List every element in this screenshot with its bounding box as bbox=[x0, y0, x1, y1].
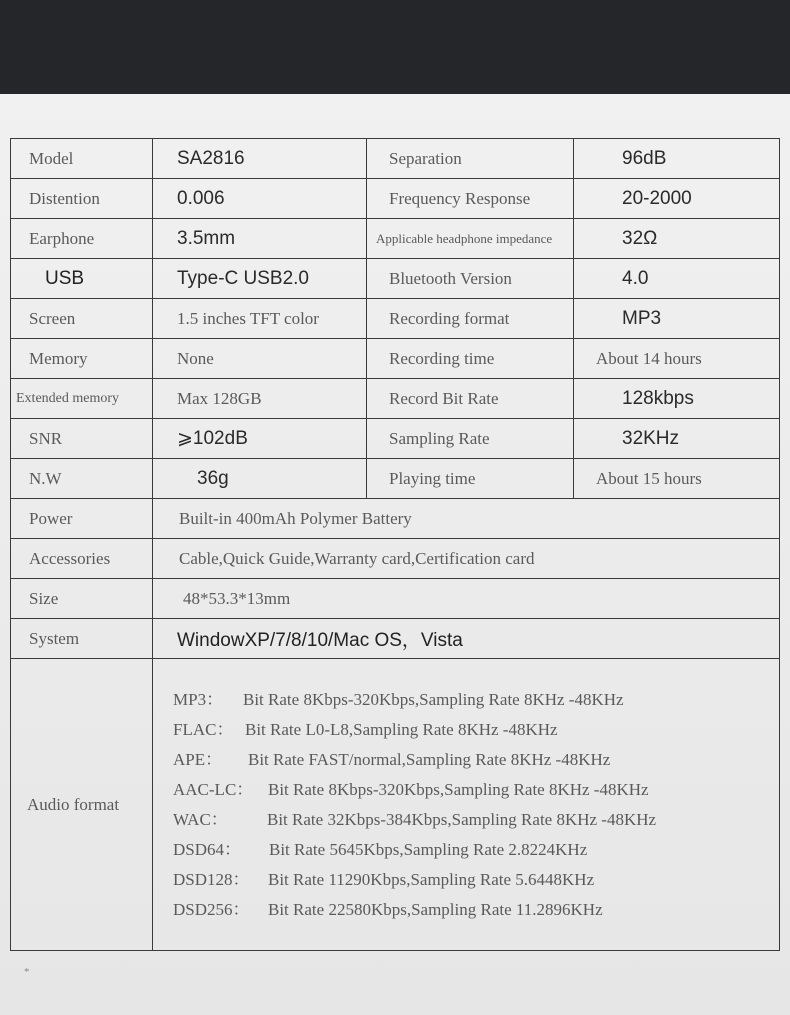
format-name: DSD64： bbox=[173, 839, 242, 859]
audio-format-cell bbox=[153, 659, 780, 951]
format-spec: Bit Rate 32Kbps-384Kbps,Sampling Rate 8KHz -48KHz bbox=[267, 809, 657, 829]
spec-value: 96dB bbox=[574, 139, 780, 179]
spec-value: Built-in 400mAh Polymer Battery bbox=[153, 499, 780, 539]
spec-row-usb bbox=[11, 259, 780, 299]
spec-row-snr bbox=[11, 419, 780, 459]
audio-format-list bbox=[153, 685, 779, 925]
spec-value: About 14 hours bbox=[574, 339, 780, 379]
format-spec: Bit Rate 11290Kbps,Sampling Rate 5.6448KHz bbox=[268, 869, 595, 889]
spec-label: Power bbox=[11, 499, 153, 539]
spec-row-audio-format bbox=[11, 659, 780, 951]
spec-row-distention bbox=[11, 179, 780, 219]
spec-value: ⩾102dB bbox=[153, 419, 367, 459]
spec-row-net-weight bbox=[11, 459, 780, 499]
spec-label: Record Bit Rate bbox=[367, 379, 574, 419]
spec-label: USB bbox=[11, 259, 153, 299]
audio-format-item bbox=[173, 865, 779, 895]
spec-label: Distention bbox=[11, 179, 153, 219]
spec-label: Recording time bbox=[367, 339, 574, 379]
format-spec: Bit Rate FAST/normal,Sampling Rate 8KHz -48KHz bbox=[248, 749, 611, 769]
format-name: DSD128： bbox=[173, 869, 250, 889]
audio-format-item bbox=[173, 715, 779, 745]
format-name: MP3： bbox=[173, 689, 224, 709]
format-name: DSD256： bbox=[173, 899, 250, 919]
top-banner bbox=[0, 0, 790, 94]
spec-row-screen bbox=[11, 299, 780, 339]
format-spec: Bit Rate 22580Kbps,Sampling Rate 11.2896KHz bbox=[268, 899, 603, 919]
spec-label: Applicable headphone impedance bbox=[367, 219, 574, 259]
spec-table bbox=[10, 138, 780, 951]
spec-value: Cable,Quick Guide,Warranty card,Certification card bbox=[153, 539, 780, 579]
audio-format-item bbox=[173, 775, 779, 805]
spec-row-system bbox=[11, 619, 780, 659]
format-spec: Bit Rate L0-L8,Sampling Rate 8KHz -48KHz bbox=[245, 719, 558, 739]
spec-row-power bbox=[11, 499, 780, 539]
spec-label: Accessories bbox=[11, 539, 153, 579]
spec-value: Max 128GB bbox=[153, 379, 367, 419]
audio-format-item bbox=[173, 895, 779, 925]
spec-label: Sampling Rate bbox=[367, 419, 574, 459]
audio-format-item bbox=[173, 805, 779, 835]
spec-label: Memory bbox=[11, 339, 153, 379]
spec-label: Playing time bbox=[367, 459, 574, 499]
spec-value: 32KHz bbox=[574, 419, 780, 459]
format-name: AAC-LC： bbox=[173, 779, 254, 799]
spec-label: SNR bbox=[11, 419, 153, 459]
footnote: * bbox=[24, 966, 30, 978]
spec-label: Bluetooth Version bbox=[367, 259, 574, 299]
spec-value: 1.5 inches TFT color bbox=[153, 299, 367, 339]
spec-row-memory bbox=[11, 339, 780, 379]
spec-value: 48*53.3*13mm bbox=[153, 579, 780, 619]
format-name: APE： bbox=[173, 749, 223, 769]
spec-value: 0.006 bbox=[153, 179, 367, 219]
spec-label: System bbox=[11, 619, 153, 659]
spec-row-extended-memory bbox=[11, 379, 780, 419]
spec-label: Earphone bbox=[11, 219, 153, 259]
spec-label: Separation bbox=[367, 139, 574, 179]
spec-row-size bbox=[11, 579, 780, 619]
spec-label: Size bbox=[11, 579, 153, 619]
spec-value: WindowXP/7/8/10/Mac OS，Vista bbox=[153, 619, 780, 659]
audio-format-item bbox=[173, 835, 779, 865]
spec-label: Frequency Response bbox=[367, 179, 574, 219]
spec-row-model bbox=[11, 139, 780, 179]
format-spec: Bit Rate 8Kbps-320Kbps,Sampling Rate 8KHz -48KHz bbox=[243, 689, 624, 709]
spec-label: Model bbox=[11, 139, 153, 179]
spec-value: About 15 hours bbox=[574, 459, 780, 499]
spec-label: Extended memory bbox=[11, 379, 153, 419]
spec-label: Screen bbox=[11, 299, 153, 339]
spec-row-accessories bbox=[11, 539, 780, 579]
format-name: FLAC： bbox=[173, 719, 234, 739]
spec-value: Type-C USB2.0 bbox=[153, 259, 367, 299]
spec-value: 36g bbox=[153, 459, 367, 499]
spec-label: Recording format bbox=[367, 299, 574, 339]
spec-value: 128kbps bbox=[574, 379, 780, 419]
spec-value: 20-2000 bbox=[574, 179, 780, 219]
spec-value: 3.5mm bbox=[153, 219, 367, 259]
audio-format-item bbox=[173, 745, 779, 775]
format-spec: Bit Rate 5645Kbps,Sampling Rate 2.8224KHz bbox=[269, 839, 588, 859]
spec-value: SA2816 bbox=[153, 139, 367, 179]
spec-label: Audio format bbox=[11, 659, 153, 951]
format-spec: Bit Rate 8Kbps-320Kbps,Sampling Rate 8KHz -48KHz bbox=[268, 779, 649, 799]
spec-value: 4.0 bbox=[574, 259, 780, 299]
audio-format-item bbox=[173, 685, 779, 715]
format-name: WAC： bbox=[173, 809, 228, 829]
spec-value: None bbox=[153, 339, 367, 379]
spec-value: MP3 bbox=[574, 299, 780, 339]
spec-row-earphone bbox=[11, 219, 780, 259]
spec-label: N.W bbox=[11, 459, 153, 499]
spec-value: 32Ω bbox=[574, 219, 780, 259]
